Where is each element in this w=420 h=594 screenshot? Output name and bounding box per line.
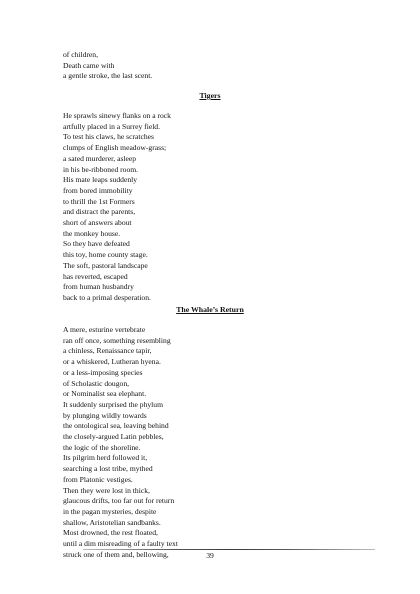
poem-line: Most drowned, the rest floated, <box>63 528 158 538</box>
poem-title-whales-return: The Whale’s Return <box>176 305 244 314</box>
poem-line: a gentle stroke, the last scent. <box>63 71 153 81</box>
poem-line: back to a primal desperation. <box>63 292 151 302</box>
poem-line: So they have defeated <box>63 239 130 249</box>
opening-fragment <box>63 50 152 82</box>
poem-body-whales-return <box>63 325 178 560</box>
poem-line: or a whiskered, Lutheran hyena. <box>63 357 161 367</box>
poem-line: It suddenly surprised the phylum <box>63 399 163 409</box>
poem-line: the monkey house. <box>63 228 121 238</box>
poem-line: until a dim misreading of a faulty text <box>63 539 178 549</box>
poem-line: or Nominalist sea elephant. <box>63 389 147 399</box>
poem-line: to thrill the 1st Formers <box>63 196 135 206</box>
poem-line: shallow, Aristotelian sandbanks. <box>63 517 161 527</box>
poem-line: a chinless, Renaissance tapir, <box>63 346 152 356</box>
poem-line: He sprawls sinewy flanks on a rock <box>63 111 171 120</box>
page-number: 39 <box>206 551 214 560</box>
poem-line: A mere, esturine vertebrate <box>63 325 146 334</box>
poem-line: a sated murderer, asleep <box>63 153 137 163</box>
poem-line: clumps of English meadow-grass; <box>63 143 167 153</box>
poem-line: from bored immobility <box>63 185 133 195</box>
poem-line: or a less-imposing species <box>63 367 143 377</box>
poem-line: short of answers about <box>63 218 132 228</box>
poem-line: of children, <box>63 50 99 59</box>
poem-line: from human husbandry <box>63 282 134 292</box>
poem-line: the ontological sea, leaving behind <box>63 421 169 431</box>
poem-line: struck one of them and, bellowing, <box>63 549 169 559</box>
poem-line: from Platonic vestiges. <box>63 474 133 484</box>
poem-line: glaucous drifts, too far out for return <box>63 496 175 506</box>
poem-line: in his be-ribboned room. <box>63 164 139 174</box>
poem-line: Then they were lost in thick, <box>63 485 150 495</box>
footer-rule <box>83 549 375 550</box>
poem-line: has reverted, escaped <box>63 271 128 281</box>
poem-line: and distract the parents, <box>63 207 136 217</box>
poem-line: His mate leaps suddenly <box>63 175 138 185</box>
poem-line: ran off once, something resembling <box>63 335 171 345</box>
poem-body-tigers <box>63 111 171 304</box>
poem-line: the logic of the shoreline. <box>63 442 141 452</box>
poem-line: Its pilgrim herd followed it, <box>63 453 148 463</box>
poem-line: To test his claws, he scratches <box>63 132 154 142</box>
poem-title-tigers: Tigers <box>199 91 221 100</box>
poem-line: this toy, home county stage. <box>63 250 148 260</box>
poem-line: The soft, pastoral landscape <box>63 260 148 270</box>
poem-line: searching a lost tribe, mythed <box>63 464 153 474</box>
poem-line: artfully placed in a Surrey field. <box>63 121 160 131</box>
poem-line: of Scholastic dougon, <box>63 378 130 388</box>
poem-line: in the pagan mysteries, despite <box>63 506 157 516</box>
poem-line: by plunging wildly towards <box>63 410 147 420</box>
poem-line: Death came with <box>63 60 115 70</box>
poem-line: the closely-argued Latin pebbles, <box>63 432 164 442</box>
